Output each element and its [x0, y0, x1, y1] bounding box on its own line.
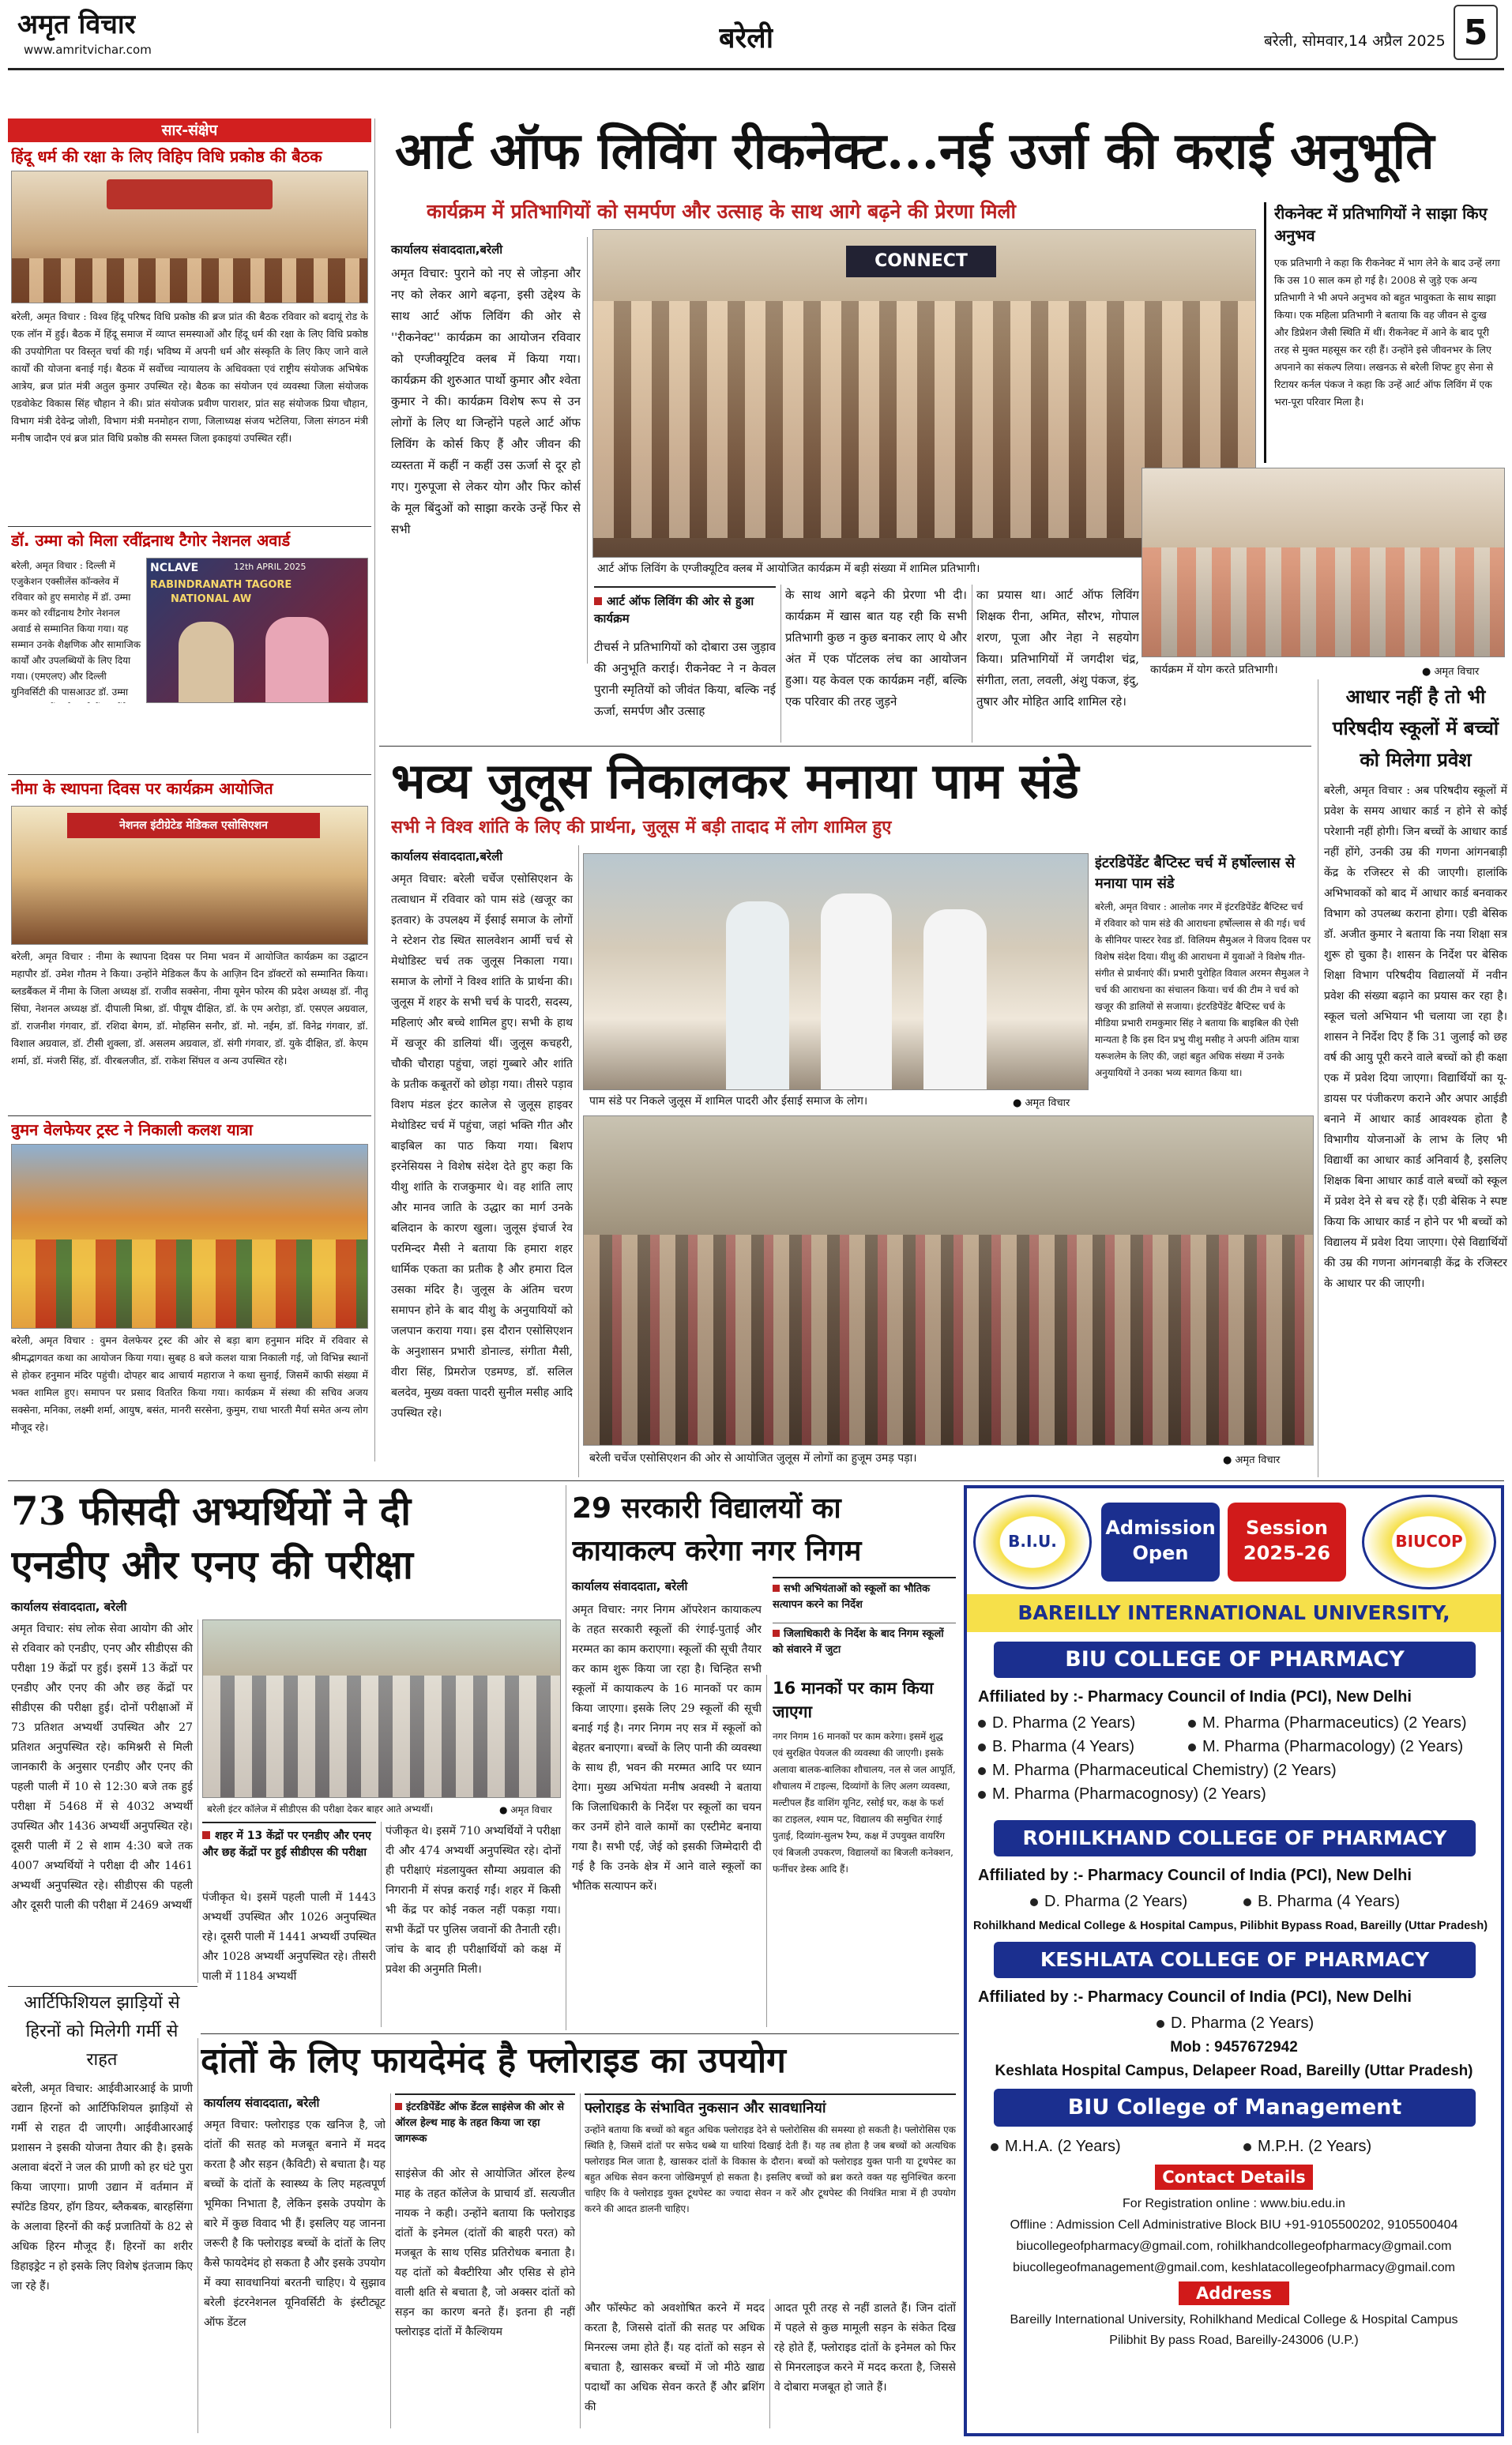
ad-college-1: BIU COLLEGE OF PHARMACY — [994, 1642, 1476, 1678]
contact-line[interactable]: For Registration online : www.biu.edu.in — [1123, 2197, 1345, 2210]
square-bullet-icon — [202, 1831, 210, 1839]
fluoride-col2: साइंसेज की ओर से आयोजित ऑरल हेल्थ माह के तहत कॉलेज के प्राचार्य डॉ. सत्यजीत नायक ने कही। उन्होंने बताया कि फ्लोराइड दांतों के इनेमल (दांतों की बाहरी परत) को मजबूत के साथ एसिड प्रतिरोधक बनाता है। यह दांतों को बैक्टीरिया और एसिड से होने वाली क्षति से बचाता है, जो अक्सर दांतों को सड़न का कारण बनते हैं। इतना ही नहीं फ्लोराइड दांतों में कैल्शियम — [395, 2168, 575, 2338]
fluoride-inset-text: इंटरडिपेंडेंट ऑफ डेंटल साइंसेज की ओर से ऑरल हेल्थ माह के तहत किया जा रहा जागरूक — [395, 2101, 564, 2145]
palm-headline: भव्य जुलूस निकालकर मनाया पाम संडे — [391, 752, 1079, 810]
palm-side-title: इंटरडिपेंडेंट बैप्टिस्ट चर्च में हर्षोल्लास से मनाया पाम संडे — [1095, 855, 1296, 892]
ad-courses-4: M.H.A. (2 Years) M.P.H. (2 Years) — [991, 2135, 1480, 2158]
palm-photo-1-credit: ● अमृत विचार — [1013, 1097, 1070, 1109]
ad-mob: Mob : 9457672942 — [1170, 2039, 1298, 2056]
bullet-icon — [978, 1720, 986, 1728]
sidebar-section-label: सार-संक्षेप — [8, 118, 371, 142]
ad-aff-3: Affiliated by :- Pharmacy Council of India (PCI), New Delhi — [978, 1988, 1412, 2006]
lead-side-box — [1264, 202, 1504, 463]
lead-col4: का प्रयास था। आर्ट ऑफ लिविंग शिक्षक रीना, अमित, सौरभ, गोपाल शरण, पूजा और नेहा ने सहयोग किया। प्रतिभागियों में जगदीश चंद्र, संगीता, लता, लवली, अंशु पंकज, इंदु, तुषार और मोहित आदि शामिल रहे। — [976, 588, 1139, 709]
masthead-logo: अमृत विचार — [17, 9, 136, 40]
bullet-icon — [978, 1791, 986, 1799]
ad-college-4: BIU College of Management — [994, 2089, 1476, 2127]
sidebar-item-body-cont — [11, 706, 368, 754]
lead-col3: के साथ आगे बढ़ने की प्रेरणा भी दी। कार्यक्रम में खास बात यह रही कि सभी प्रतिभागी कुछ न कुछ बनाकर लाए थे और अंत में एक पॉटलक लंच का आयोजन हुआ। यह केवल एक कार्यक्रम नहीं, बल्कि एक परिवार की तरह जुड़ने — [785, 588, 967, 709]
contact-line[interactable]: biucollegeofmanagement@gmail.com, keshlatacollegeofpharmacy@gmail.com — [1013, 2261, 1455, 2274]
fluoride-col1: अमृत विचार: फ्लोराइड एक खनिज है, जो दांतों की सतह को मजबूत बनाने में मदद करता है और सड़न (कैविटी) से बचाता है। यह बच्चों के दांतों के स्वास्थ्य के लिए महत्वपूर्ण भूमिका निभाता है, लेकिन इसके उपयोग के बारे में कुछ विवाद भी हैं। इसलिए यह जानना जरूरी है कि फ्लोराइड बच्चों के दांतों के लिए कैसे फायदेमंद हो सकता है और इसके उपयोग में क्या सावधानियां बरतनी चाहिए। ये सुझाव बरेली इंटरनेशनल यूनिवर्सिटी के इंस्टीट्यूट ऑफ डेंटल — [204, 2119, 386, 2329]
school-bullets — [773, 1577, 956, 1672]
school-bullet: जिलाधिकारी के निर्देश के बाद निगम स्कूलों को संवारने में जुटा — [773, 1623, 956, 1667]
exam-inset-text: शहर में 13 केंद्रों पर एनडीए और एनए और छह केंद्रों पर हुई सीडीएस की परीक्षा — [202, 1830, 371, 1859]
page-number: 5 — [1454, 5, 1498, 60]
exam-photo — [202, 1619, 561, 1798]
award-banner-text: 12th APRIL 2025 — [234, 562, 307, 572]
square-bullet-icon — [594, 597, 602, 605]
lead-side-body: एक प्रतिभागी ने कहा कि रीकनेक्ट में भाग लेने के बाद उन्हें लगा कि उस 10 साल कम हो गई है। 2008 से जुड़े एक अन्य प्रतिभागी ने भी अपने अनुभव को बहुत भावुकता के साथ साझा किया। एक महिला प्रतिभागी ने बताया कि वह जीवन से दुःख और डिप्रेशन जैसी स्थिति में थीं। रीकनेक्ट में आने के बाद पूरी तरह से मुक्त महसूस कर रही हैं। उन्होंने इसे जीवनभर के लिए अपनाने का संकल्प लिया। लखनऊ से बरेली शिफ्ट हुए सेना से रिटायर कर्नल पंकज ने कहा कि उन्हें आर्ट ऑफ लिविंग में एक भरा-पूरा परिवार मिला है। — [1274, 257, 1500, 408]
palm-body: अमृत विचार: बरेली चर्चेज एसोसिएशन के तत्वाधान में रविवार को पाम संडे (खजूर का इतवार) के उपलक्ष्य में ईसाई समाज के लोगों ने स्टेशन रोड स्थित सालवेशन आर्मी चर्च से मेथोडिस्ट चर्च तक जुलूस निकाला गया। समाज के लोगों ने विश्व शांति के प्रार्थना की। जुलूस में शहर के सभी चर्च के पादरी, सदस्य, महिलाएं और बच्चे शामिल हुए। सभी के हाथ में खजूर की डालियां थीं। जुलूस कचहरी, चौकी चौराहा पहुंचा, जहां गुब्बारे और शांति के प्रतीक कबूतरों को छोड़ा गया। तीसरे पड़ाव विशप मंडल इंटर कालेज से जुलूस हाइवर मेथोडिस्ट चर्च में पहुंचा, जहां भक्ति गीत और बाइबिल का पाठ किया गया। बिशप इरनेसियस ने विशेष संदेश देते हुए कहा कि यीशु शांति के राजकुमार थे। वह शांति लाए और मानव जाति के उद्धार का मार्ग उनके बलिदान के कारण खुला। जुलूस इंचार्ज रेव परमिन्दर मैसी ने बताया कि हमारा शहर धार्मिक एकता का प्रतीक है और हमारा दिल उसका मंदिर है। जुलूस के अंतिम चरण समापन होने के बाद यीशु के अनुयायियों को जलपान कराया गया। इस दौरान एसोसिएशन के अनुशासन प्रभारी डोनाल्ड, संगीता मैसी, वीरा सिंह, प्रिमरोज एडमण्ड, डॉ. सलिल बलदेव, मुख्य वक्ता पादरी सुनील मसीह आदि उपस्थित रहे। — [391, 873, 573, 1420]
fluoride-box-body: उन्होंने बताया कि बच्चों को बहुत अधिक फ्लोराइड देने से फ्लोरोसिस की समस्या हो सकती है। फ्लोरोसिस एक स्थिति है, जिसमें दांतों पर सफेद धब्बे या धारियां दिखाई देती हैं। यह तब होता है जब बच्चों को अत्यधिक फ्लोराइड मिल जाता है, खासकर दांतों के विकास के दौरान। बच्चों को फ्लोराइड युक्त पानी या टूथपेस्ट का बहुत अधिक सेवन करना जोखिमपूर्ण हो सकता है। इसलिए बच्चों को ब्रश करते वक्त यह सुनिश्चित करना चाहिए कि वे फ्लोराइड युक्त टूथपेस्ट का ज्यादा सेवन न करें और टूथपेस्ट की नियंत्रित मात्रा में ही उपयोग करने की आदत डालनी चाहिए। — [585, 2124, 956, 2214]
exam-headline-1: 73 फीसदी अभ्यर्थियों ने दी — [11, 1488, 412, 1534]
exam-desk: कार्यालय संवाददाता, बरेली — [11, 1600, 127, 1614]
exam-col2: पंजीकृत थे। इसमें 710 अभ्यर्थियों ने परीक्षा दी और 474 अभ्यर्थी अनुपस्थित रहे। दोनों ही परीक्षाएं मंडलायुक्त सौम्या अग्रवाल की निगरानी में संपन्न कराई गईं। शहर में किसी भी केंद्र पर कोई नकल नहीं पकड़ा गया। सभी केंद्रों पर पुलिस जवानों की तैनाती रही। जांच के बाद ही परीक्षार्थियों को कक्ष में प्रवेश की अनुमति मिली। — [386, 1825, 561, 1976]
exam-photo-credit: ● अमृत विचार — [499, 1804, 552, 1815]
yoga-photo — [1142, 468, 1505, 657]
admission-badge: Admission Open — [1101, 1503, 1220, 1582]
palm-side-box — [1092, 853, 1313, 1114]
lead-desk: कार्यालय संवाददाता,बरेली — [391, 243, 503, 257]
ad-address-title: Address — [1179, 2281, 1289, 2305]
bullet-icon — [1188, 1720, 1196, 1728]
school-desk: कार्यालय संवाददाता, बरेली — [572, 1579, 688, 1593]
ad-addr-2: Rohilkhand Medical College & Hospital Campus, Pilibhit Bypass Road, Bareilly (Uttar Pradesh) — [973, 1920, 1488, 1932]
lead-subhead: कार्यक्रम में प्रतिभागियों को समर्पण और उत्साह के साथ आगे बढ़ने की प्रेरणा मिली — [427, 200, 1016, 223]
session-badge: Session 2025-26 — [1228, 1503, 1346, 1582]
sidebar-item-body: बरेली, अमृत विचार : नीमा के स्थापना दिवस पर निमा भवन में आयोजित कार्यक्रम का उद्घाटन महापौर डॉ. उमेश गौतम ने किया। उन्होंने मेडिकल कैंप के आज़िन दिन डॉक्टरों को सम्मानित किया। ब्लडबैंकल में नीमा के जिला अध्यक्ष डॉ. राजीव सक्सेना, नीमा यूमेन फोरम की प्रदेश अध्यक्ष डॉ. नीतू सिंघा, नेशनल अध्यक्ष डॉ. दीपाली मिश्रा, डॉ. पीयूष दीक्षित, डॉ. के एम अरोड़ा, डॉ. एसएल अग्रवाल, डॉ. राजनीश गंगवार, डॉ. रशिदा बेगम, डॉ. मोहसिन सनौर, डॉ. मो. नईम, डॉ. विनेद्र गंगवार, डॉ. विशाल अग्रवाल, डॉ. टीसी शुक्ला, डॉ. असलम अग्रवाल, डॉ. संगी गंगवार, डॉ. युके दीक्षित, डॉ. केएम शर्मा, डॉ. मंजरी सिंह, डॉ. वीरबलजीत, डॉ. राकेश सिंघल व अन्य उपस्थित रहे। — [11, 950, 368, 1066]
aadhaar-headline: आधार नहीं है तो भी परिषदीय स्कूलों में बच्चों को मिलेगा प्रवेश — [1332, 686, 1499, 771]
square-bullet-icon — [773, 1585, 780, 1592]
lead-headline: आर्ट ऑफ लिविंग रीकनेक्ट...नई उर्जा की कराई अनुभूति — [395, 122, 1435, 181]
biu-logo-text: B.I.U. — [1008, 1532, 1057, 1551]
divider — [8, 1115, 371, 1116]
bullet-icon — [1188, 1743, 1196, 1751]
sidebar — [8, 118, 371, 1300]
palm-photo-2-credit: ● अमृत विचार — [1223, 1454, 1281, 1466]
palm-photo-2-caption: बरेली चर्चेज एसोसिएशन की ओर से आयोजित जुलूस में लोगों का हुजूम उमड़ पड़ा। — [585, 1449, 1074, 1468]
masthead-dateline: बरेली, सोमवार,14 अप्रैल 2025 — [1264, 32, 1446, 50]
palm-photo-2 — [583, 1115, 1314, 1446]
ad-aff-1: Affiliated by :- Pharmacy Council of India (PCI), New Delhi — [978, 1688, 1412, 1706]
school-box — [773, 1676, 956, 2024]
school-box-body: नगर निगम 16 मानकों पर काम करेगा। इसमें शुद्ध एवं सुरक्षित पेयजल की व्यवस्था की जाएगी। इसके अलावा बालक-बालिका शौचालय, नल से जल आपूर्ति, शौचालय में टाइल्स, दिव्यांगों के लिए अलग व्यवस्था, मल्टीपल हैंड वाशिंग यूनिट, रसोई घर, कक्ष के फर्श का टाइलल, श्याम पट, विद्यालय की समुचित रंगाई पुताई, दिव्यांग-सुलभ रैम्प, कक्ष में उपयुक्त वायरिंग एवं बिजली उपकरण, विद्यालयों का बिजली कनेक्शन, फर्नीचर डेस्क आदि हैं। — [773, 1731, 956, 1875]
palm-side-body: बरेली, अमृत विचार : आलोक नगर में इंटरडिपेंडेंट बैप्टिस्ट चर्च में रविवार को पाम संडे की आराधना हर्षोल्लास से की गई। चर्च के सीनियर पास्टर रेवड डॉ. विलियम सैमुअल ने विजय दिवस पर विशेष संदेश दिया। यीशु की आराधना में युवाओं ने विशेष गीत-संगीत से प्रार्थनाएं कीं। प्रभारी पुरोहित विवाल अरमन सैमुअल ने चर्च की आराधना का संचालन किया। चर्च की टीम ने चर्च को खजूर की डालियों से सजाया। इंटरडिपेंडेंट बैप्टिस्ट चर्च के मीडिया प्रभारी रामकुमार सिंह ने बताया कि बाइबिल की ऐसी मान्यता है कि इस दिन प्रभु यीशु मसीह ने अपनी अंतिम यात्रा यरूशलेम के लिए की, जहां बहुत अधिक संख्या में उनके अनुयायियों ने उनका भव्य स्वागत किया था। — [1095, 901, 1311, 1078]
sidebar-item-title: हिंदू धर्म की रक्षा के लिए विहिप विधि प्रकोष्ठ की बैठक — [11, 147, 322, 166]
school-body: अमृत विचार: नगर निगम ऑपरेशन कायाकल्प के तहत सरकारी स्कूलों की रंगाई-पुताई और मरम्मत का काम कराएगा। स्कूलों की सूची तैयार कर काम शुरू किया जा रहा है। चिन्हित सभी स्कूलों में कायाकल्प के 16 मानकों पर काम किया जाएगा। इसके लिए 29 स्कूलों की सूची बनाई गई है। नगर निगम नए सत्र में स्कूलों को बेहतर बनाएगा। बच्चों के लिए पानी की व्यवस्था के साथ ही, भवन की मरम्मत आदि पर ध्यान देगा। मुख्य अभियंता मनीष अवस्थी ने बताया कि जिलाधिकारी के निर्देश पर स्कूलों का चयन कर उनमें होने वाले कामों का एस्टीमेट बनाया गया है। सभी एई, जेई को इसकी जिम्मेदारी दी गई है कि उनके क्षेत्र में आने वाले स्कूलों का भौतिक सत्यापन करें। — [572, 1604, 762, 1893]
deer-headline: आर्टिफिशियल झाड़ियों से हिरनों को मिलेगी गर्मी से राहत — [24, 1993, 180, 2070]
masthead — [0, 0, 1512, 73]
lead-col1: अमृत विचार: पुराने को नए से जोड़ना और नए को लेकर आगे बढ़ना, इसी उद्देश्य के साथ आर्ट ऑफ लिविंग की ओर से ''रीकनेक्ट'' कार्यक्रम का आयोजन रविवार को एग्जीक्यूटिव क्लब में किया गया। कार्यक्रम की शुरुआत पार्थो कुमार और श्वेता कुमार ने की। कार्यक्रम विशेष रूप से उन लोगों के लिए था जिन्होंने पहले आर्ट ऑफ लिविंग के कोर्स किए हैं और जीवन की व्यस्तता में कहीं न कहीं उस ऊर्जा से दूर हो गए। गुरुपूजा से लेकर योग और फिर कोर्स के मूल बिंदुओं को साझा करके उन्हें फिर से सभी — [391, 266, 581, 536]
deer-body: बरेली, अमृत विचार: आईवीआरआई के प्राणी उद्यान हिरनों को आर्टिफिशियल झाड़ियों से गर्मी से राहत दी जाएगी। आईवीआरआई प्रशासन ने इसकी योजना तैयार की है। इसके अलावा बंदरों ने जल की प्राणी को हर घंटे पुरा किया जाएगा। प्राणी उद्यान में वर्तमान में स्पॉटेड डियर, हॉग डियर, ब्लैकबक, बारहसिंगा के अलावा हिरनों की कई प्रजातियों के 82 से अधिक हिरन मौजूद हैं। हिरनों का शरीर डिहाइड्रेट न हो इसके लिए विशेष इंतजाम किए जा रहे हैं। — [11, 2082, 193, 2293]
award-banner-text: NATIONAL AW — [171, 593, 252, 605]
ad-college-3: KESHLATA COLLEGE OF PHARMACY — [994, 1942, 1476, 1978]
fluoride-col4: आदत पूरी तरह से नहीं डालते हैं। जिन दांतों में पहले से कुछ मामूली सड़न के संकेत दिख रहे होते हैं, फ्लोराइड दांतों के इनेमल को फिर से मिनरलाइज करने में मदद करता है, जिससे वे दोबारा मजबूत हो जाते हैं। — [774, 2302, 956, 2394]
sidebar-photo-award — [146, 558, 368, 703]
ad-address-lines — [970, 2310, 1498, 2357]
ad-biu — [964, 1485, 1504, 2436]
fluoride-headline: दांतों के लिए फायदेमंद है फ्लोराइड का उपयोग — [201, 2041, 786, 2081]
lead-photo-banner: CONNECT — [846, 246, 996, 277]
fluoride-col3: और फॉस्फेट को अवशोषित करने में मदद करता है, जिससे दांतों की सतह पर अधिक मिनरल्स जमा होते हैं। यह दांतों को सड़न से बचाता है, खासकर बच्चों में जो मीठे खाद्य पदार्थों का अधिक सेवन करते हैं और ब्रशिंग की — [585, 2302, 765, 2413]
square-bullet-icon — [773, 1630, 780, 1637]
address-line: Pilibhit By pass Road, Bareilly-243006 (U.P.) — [1109, 2334, 1359, 2347]
masthead-website: www.amritvichar.com — [24, 43, 152, 57]
palm-photo-1-caption: पाम संडे पर निकले जुलूस में शामिल पादरी और ईसाई समाज के लोग। — [585, 1092, 964, 1111]
lead-col2: टीचर्स ने प्रतिभागियों को दोबारा उस जुड़ाव की अनुभूति कराई। रीकनेक्ट ने न केवल पुरानी स्मृतियों को जीवंत किया, बल्कि नई ऊर्जा, समर्पण और उत्साह — [594, 640, 776, 718]
contact-line[interactable]: Offline : Admission Cell Administrative Block BIU +91-9105500202, 9105500404 — [1010, 2218, 1458, 2232]
lead-inset-text: आर्ट ऑफ लिविंग की ओर से हुआ कार्यक्रम — [594, 594, 754, 626]
bullet-icon — [1243, 1898, 1251, 1906]
ad-courses-2: D. Pharma (2 Years) B. Pharma (4 Years) — [1030, 1890, 1473, 1913]
palm-desk: कार्यालय संवाददाता,बरेली — [391, 849, 503, 863]
bullet-icon — [978, 1767, 986, 1775]
column-rule — [374, 118, 375, 1461]
sidebar-item-title: डॉ. उम्मा को मिला रवींद्रनाथ टैगोर नेशनल अवार्ड — [11, 531, 291, 550]
lead-photo-caption: आर्ट ऑफ लिविंग के एग्जीक्यूटिव क्लब में आयोजित कार्यक्रम में बड़ी संख्या में शामिल प्रतिभागी। — [592, 559, 1098, 578]
ad-contact-lines — [970, 2193, 1498, 2278]
sidebar-photo-vhp — [11, 171, 368, 303]
yoga-caption: कार्यक्रम में योग करते प्रतिभागी। — [1145, 660, 1367, 679]
lead-inset-label — [594, 586, 776, 634]
exam-col3: पंजीकृत थे। इसमें पहली पाली में 1443 अभ्यर्थी उपस्थित और 1026 अनुपस्थित रहे। दूसरी पाली में 1441 अभ्यर्थी उपस्थित और 1028 अभ्यर्थी अनुपस्थित रहे। तीसरी पाली में 1184 अभ्यर्थी — [202, 1891, 376, 1983]
ad-courses-3: D. Pharma (2 Years) — [1157, 2011, 1394, 2035]
fluoride-box-title: फ्लोराइड के संभावित नुकसान और सावधानियां — [585, 2100, 826, 2116]
aadhaar-body: बरेली, अमृत विचार : अब परिषदीय स्कूलों में प्रवेश के समय आधार कार्ड न होने से कोई परेशानी नहीं होगी। जिन बच्चों के आधार कार्ड नहीं होंगे, उनकी उम्र की गणना आंगनबाड़ी केंद्र के रजिस्टर से की जाएगी। हालांकि अभिभावकों को बाद में आधार कार्ड बनवाकर विभाग को उपलब्ध कराना होगा। एडी बेसिक डॉ. अजीत कुमार ने बताया कि नया शिक्षा सत्र शुरू हो चुका है। शासन के निर्देश पर बेसिक शिक्षा विभाग परिषदीय विद्यालयों में नवीन प्रवेश की संख्या बढ़ाने का प्रयास कर रहा है। स्कूल चलो अभियान भी चलाया जा रहा है। शासन ने निर्देश दिए हैं कि 31 जुलाई को छह वर्ष की आयु पूरी करने वाले बच्चों को ही कक्षा एक में प्रवेश दिया जाएगा। विद्यार्थियों का यू-डायस पर पंजीकरण कराने और अपार आईडी बनाने में आधार कार्ड आवश्यक होता है विभागीय योजनाओं के लाभ के लिए भी विद्यार्थी का आधार कार्ड अनिवार्य है, इसलिए शिक्षक बिना आधार कार्ड वाले बच्चों को स्कूल में प्रवेश देने से बच रहे हैं। एडी बेसिक ने स्पष्ट किया कि आधार कार्ड न होने पर भी बच्चों को विद्यालय में प्रवेश दिया जाएगा। ऐसे विद्यार्थियों की उम्र की गणना आंगनबाड़ी केंद्र के रजिस्टर के आधार पर की जाएगी। — [1324, 784, 1507, 1290]
bullet-icon — [1243, 2143, 1251, 2151]
biucop-badge-right — [1362, 1495, 1496, 1589]
school-headline-1: 29 सरकारी विद्यालयों का — [572, 1492, 841, 1525]
award-banner-text: RABINDRANATH TAGORE — [150, 579, 292, 591]
contact-line[interactable]: biucollegeofpharmacy@gmail.com, rohilkhandcollegeofpharmacy@gmail.com — [1016, 2240, 1452, 2253]
yoga-credit: ● अमृत विचार — [1422, 666, 1480, 678]
bullet-icon — [1030, 1898, 1038, 1906]
school-bullet: सभी अभियंताओं को स्कूलों का भौतिक सत्यापन करने का निर्देश — [773, 1577, 956, 1621]
fluoride-box — [585, 2093, 956, 2294]
address-line: Bareilly International University, Rohilkhand Medical College & Hospital Campus — [1010, 2313, 1458, 2327]
exam-photo-caption: बरेली इंटर कॉलेज में सीडीएस की परीक्षा देकर बाहर आते अभ्यर्थी। — [202, 1800, 495, 1819]
exam-col1: अमृत विचार: संघ लोक सेवा आयोग की ओर से रविवार को एनडीए, एनए और सीडीएस की परीक्षा 19 केंद्रों पर हुई। इसमें 13 केंद्रों पर एनडीए और एनए की और छह केंद्रों पर सीडीएस की परीक्षा हुई। दोनों परीक्षाओं में 73 प्रतिशत अभ्यर्थी उपस्थित और 27 प्रतिशत अनुपस्थित रहे। कमिश्नरी से मिली जानकारी के अनुसार एनडीए और एनए की पहली पाली में 10 से 12:30 बजे तक हुई परीक्षा में 5468 में से 4032 अभ्यर्थी उपस्थित और 1436 अभ्यर्थी अनुपस्थित रहे। दूसरी पाली में 2 से शाम 4:30 बजे तक 4007 अभ्यर्थियों ने परीक्षा दी और 1461 अभ्यर्थी अनुपस्थित रहे। सीडीएस की पहली और दूसरी पाली की परीक्षा में 2469 अभ्यर्थी — [11, 1623, 193, 1912]
sidebar-item-body: बरेली, अमृत विचार : वुमन वेलफेयर ट्रस्ट की ओर से बड़ा बाग हनुमान मंदिर में रविवार से श्रीमद्भागवत कथा का आयोजन किया गया। सुबह 8 बजे कलश यात्रा निकाली गई, जो विभिन्न स्थानों से होकर हनुमान मंदिर पहुंची। दोपहर बाद आचार्य महाराज ने कथा सुनाई, जिसमें काफी संख्या में भक्त शामिल हुए। समापन पर प्रसाद वितरित किया गया। कार्यक्रम में संस्था की सचिव अजय सक्सेना, मनिका, लक्ष्मी शर्मा, आयुष, बसंत, मानरी सरसेना, कुमुम, राधा भारती मैर्या समेत अन्य लोग मौजूद रहे। — [11, 1334, 368, 1433]
bullet-icon — [978, 1743, 986, 1751]
sidebar-photo-nima — [11, 806, 368, 945]
exam-headline-2: एनडीए और एनए की परीक्षा — [11, 1541, 413, 1588]
bullet-icon — [991, 2143, 999, 2151]
lead-side-title: रीकनेक्ट में प्रतिभागियों ने साझा किए अनुभव — [1274, 204, 1488, 245]
sidebar-item-title: वुमन वेलफेयर ट्रस्ट ने निकाली कलश यात्रा — [11, 1120, 253, 1139]
award-banner-text: NCLAVE — [150, 562, 199, 574]
school-headline-2: कायाकल्प करेगा नगर निगम — [572, 1535, 862, 1567]
school-box-title: 16 मानकों पर काम किया जाएगा — [773, 1679, 934, 1721]
ad-addr-3: Keshlata Hospital Campus, Delapeer Road, Bareilly (Uttar Pradesh) — [995, 2063, 1473, 2079]
ad-contact-title: Contact Details — [1155, 2165, 1313, 2190]
fluoride-inset-label — [395, 2093, 575, 2160]
ad-aff-2: Affiliated by :- Pharmacy Council of India (PCI), New Delhi — [978, 1867, 1412, 1884]
divider — [8, 774, 371, 775]
exam-inset-label — [202, 1822, 376, 1885]
ad-courses-1: D. Pharma (2 Years) M. Pharma (Pharmaceutics) (2 Years) B. Pharma (4 Years) M. Pharma (Pharmacology) (2 Years) M. Pharma (Pharmaceutical Chemistry) (2 Years) M. Pharma (Pharmacognosy) (2 Years) — [978, 1711, 1499, 1812]
palm-subhead: सभी ने विश्व शांति के लिए की प्रार्थना, जुलूस में बड़ी तादाद में लोग शामिल हुए — [391, 818, 892, 837]
nima-banner: नेशनल इंटीग्रेटेड मेडिकल एसोसिएशन — [67, 813, 320, 838]
biu-badge-left — [973, 1495, 1092, 1589]
sidebar-item-body: बरेली, अमृत विचार : दिल्ली में एजुकेशन एक्सीलेंस कॉन्क्लेव में रविवार को हुए समारोह में डॉ. उम्मा कमर को रवींद्रनाथ टैगोर नेशनल अवार्ड से सम्मानित किया गया। यह सम्मान उनके शैक्षणिक और सामाजिक कार्यों और उपलब्धियों के लिए दिया गया। (एमएलए) और दिल्ली युनिवर्सिटी की पासआउट डॉ. उम्मा — [11, 560, 141, 698]
biucop-logo-text: BIUCOP — [1395, 1532, 1463, 1551]
sidebar-item-body: बरेली, अमृत विचार : विश्व हिंदू परिषद विधि प्रकोष्ठ की ब्रज प्रांत की बैठक रविवार को बदायूं रोड के एक लॉन में हुई। बैठक में हिंदू समाज में व्याप्त समस्याओं और हिंदू धर्म की रक्षा के लिए विधि प्रकोष्ठ की उपयोगिता पर विस्तृत चर्चा की गई। भविष्य में अपनी धर्म और संस्कृति के लिए किए जाने वाले कार्यों की योजना बनाई गई। बैठक में सर्वोच्च न्यायालय के अधिवक्ता एवं राष्ट्रीय संयोजक अभिषेक आत्रेय, ब्रज प्रांत मंत्री अतुल कुमार उपस्थित रहे। बैठक का संयोजन एवं व्यवस्था जिला संयोजक एडवोकेट विकास सिंह चौहान ने की। प्रांत संयोजक प्रवीण पाराशर, प्रांत सह संयोजक प्रिया चौहान, विभाग मंत्री देवेन्द्र जोशी, विभाग मंत्री मनमोहन राणा, जिलाध्यक्ष संजय भटेलिया, जिला संगठन मंत्री मनीष जादौन एवं ब्रज प्रांत विधि प्रकोष्ठ की समस्त जिला इकाइयां उपस्थित रहीं। — [11, 310, 368, 444]
ad-college-2: ROHILKHAND COLLEGE OF PHARMACY — [994, 1820, 1476, 1856]
sidebar-item-title: नीमा के स्थापना दिवस पर कार्यक्रम आयोजित — [11, 779, 273, 798]
sidebar-photo-kalash — [11, 1144, 368, 1329]
masthead-rule — [8, 68, 1504, 70]
palm-photo-1 — [583, 853, 1089, 1090]
square-bullet-icon — [395, 2103, 402, 2110]
divider — [8, 526, 371, 527]
ad-university: BAREILLY INTERNATIONAL UNIVERSITY, — [967, 1594, 1501, 1632]
bullet-icon — [1157, 2020, 1164, 2028]
masthead-city: बरेली — [719, 22, 774, 55]
fluoride-desk: कार्यालय संवाददाता, बरेली — [204, 2096, 320, 2110]
